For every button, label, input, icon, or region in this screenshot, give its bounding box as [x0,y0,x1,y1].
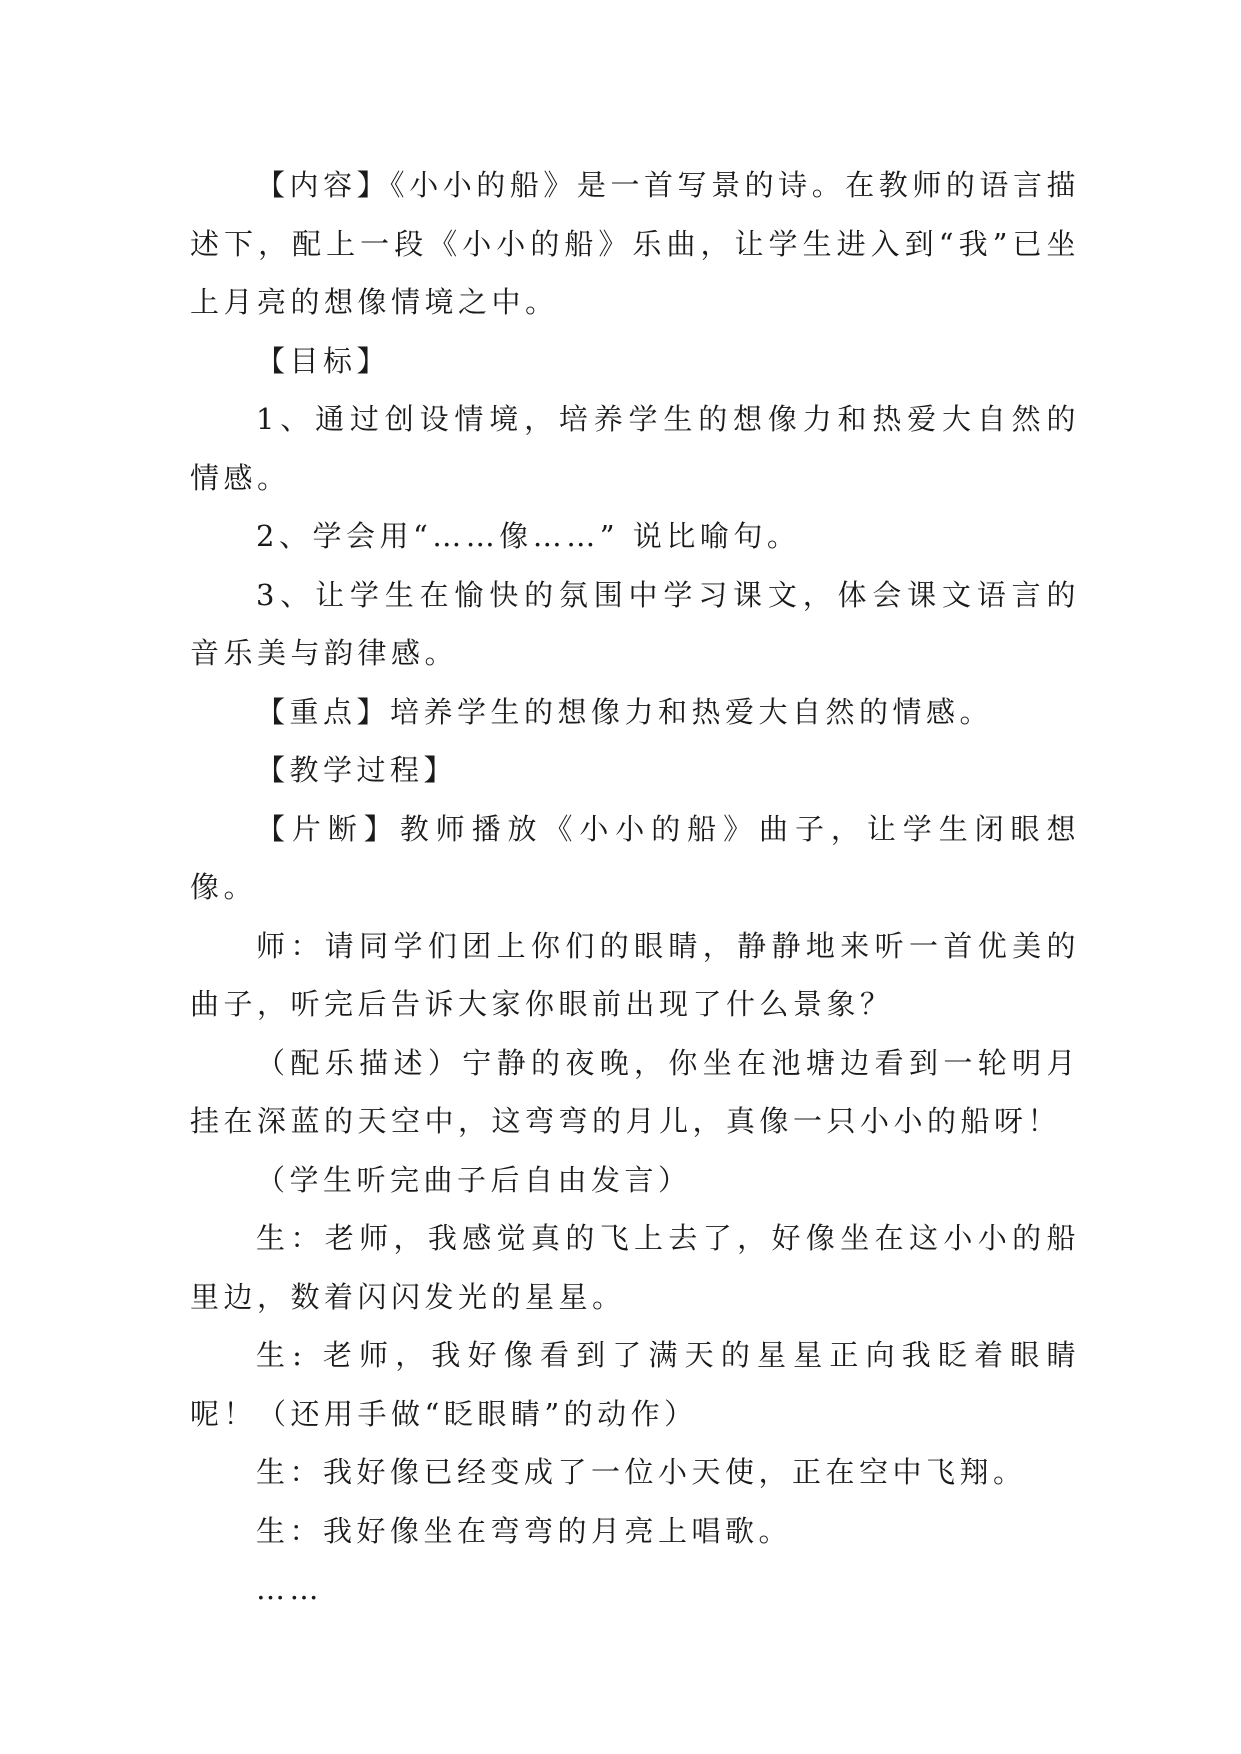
paragraph-ellipsis: …… [256,1572,323,1606]
paragraph-student-response-4: 生：我好像坐在弯弯的月亮上唱歌。 [256,1513,793,1548]
paragraph-student-free-talk: （学生听完曲子后自由发言） [256,1162,692,1197]
paragraph-music-description: （配乐描述）宁静的夜晚，你坐在池塘边看到一轮明月挂在深蓝的天空中，这弯弯的月儿，真像一只小小的船呀！ [190,1045,1080,1138]
paragraph-key-point: 【重点】培养学生的想像力和热爱大自然的情感。 [256,694,994,729]
heading-teaching-process: 【教学过程】 [256,753,458,787]
paragraph-fragment: 【片断】教师播放《小小的船》曲子，让学生闭眼想像。 [190,811,1080,904]
document-page [190,156,1080,1619]
paragraph-student-response-3: 生：我好像已经变成了一位小天使，正在空中飞翔。 [256,1455,1027,1489]
goal-item-2: 2、学会用“……像……” 说比喻句。 [256,519,801,553]
paragraph-student-response-1: 生：老师，我感觉真的飞上去了，好像坐在这小小的船里边，数着闪闪发光的星星。 [190,1221,1080,1314]
paragraph-teacher-prompt: 师：请同学们团上你们的眼睛，静静地来听一首优美的曲子，听完后告诉大家你眼前出现了什么景象？ [190,928,1080,1021]
heading-goals: 【目标】 [256,343,391,378]
paragraph-content-intro: 【内容】《小小的船》是一首写景的诗。在教师的语言描述下，配上一段《小小的船》乐曲，让学生进入到“我”已坐上月亮的想像情境之中。 [190,168,1080,319]
goal-item-1: 1、通过创设情境，培养学生的想像力和热爱大自然的情感。 [190,402,1080,495]
paragraph-student-response-2: 生: 老师，我好像看到了满天的星星正向我眨着眼睛呢！（还用手做“眨眼睛”的动作） [190,1338,1080,1431]
goal-item-3: 3、让学生在愉快的氛围中学习课文，体会课文语言的音乐美与韵律感。 [190,577,1080,670]
